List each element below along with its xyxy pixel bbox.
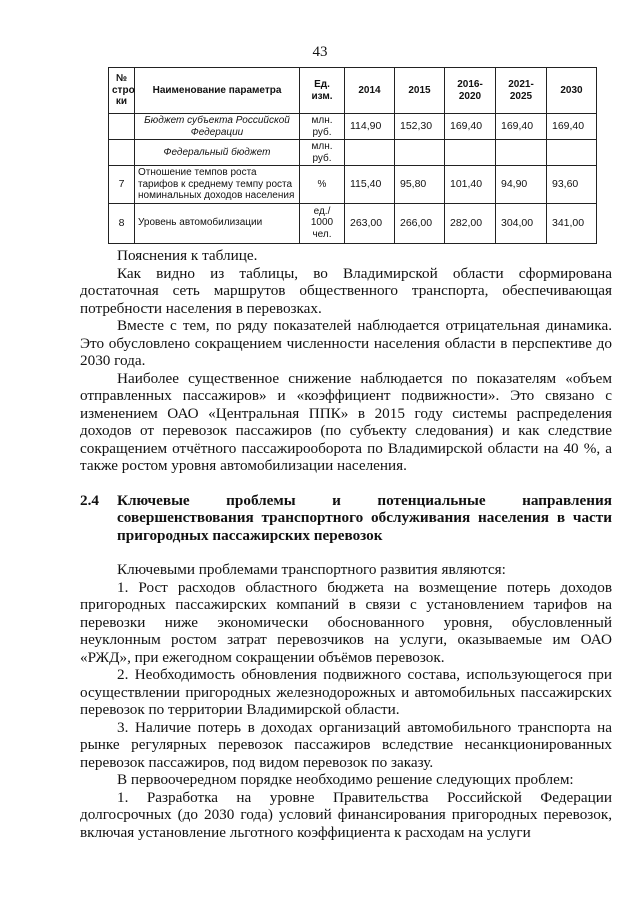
row-unit: млн. руб. <box>300 140 345 166</box>
header-parameter-name: Наименование параметра <box>135 68 300 114</box>
paragraph: Наиболее существенное снижение наблюдается по показателям «объем отправленных пассажиров» и «коэффициент подвижности». Это связано с изменением ОАО «Центральная ППК» в 2015 году системы распределения доходов от перевозок пассажиров (по субъекту следования) и как следствие сокращением отчётного пассажирооборота по Владимирской области на 40 %, а также ростом уровня автомобилизации населения. <box>80 369 612 474</box>
paragraph: Как видно из таблицы, во Владимирской области сформирована достаточная сеть маршрутов общественного транспорта, обеспечивающая потребности населения в перевозках. <box>80 264 612 317</box>
paragraph-table-notes: Пояснения к таблице. <box>117 247 258 264</box>
list-item: 3. Наличие потерь в доходах организаций автомобильного транспорта на рынке регулярных перевозок пассажиров вследствие несанкционированных перевозок пассажиров, под видом перевозок по заказу. <box>80 718 612 771</box>
table-row <box>109 166 597 204</box>
row-value: 169,40 <box>547 114 597 140</box>
row-unit: ед./ 1000 чел. <box>300 203 345 243</box>
row-value: 169,40 <box>496 114 547 140</box>
row-number <box>109 140 135 166</box>
table-row <box>109 140 597 166</box>
header-2016-2020: 2016-2020 <box>445 68 496 114</box>
page-number: 43 <box>312 44 328 60</box>
row-value <box>445 140 496 166</box>
row-number <box>109 114 135 140</box>
row-value: 169,40 <box>445 114 496 140</box>
body-text <box>80 247 612 841</box>
row-parameter-name: Бюджет субъекта Российской Федерации <box>135 114 300 140</box>
list-item: 1. Рост расходов областного бюджета на возмещение потерь доходов пригородных пассажирских компаний в связи с установлением тарифов на перевозки ниже экономически обоснованного уровня, обусловленный неуклонным ростом затрат перевозчиков на услуги, оказываемые им ОАО «РЖД», при ежегодном сокращении объёмов перевозок. <box>80 578 612 666</box>
list-item: 1. Разработка на уровне Правительства Российской Федерации долгосрочных (до 2030 года) условий финансирования пригородных перевозок, включая установление льготного коэффициента к расходам на услуги <box>80 788 612 841</box>
row-value <box>395 140 445 166</box>
header-unit: Ед. изм. <box>300 68 345 114</box>
header-2021-2025: 2021-2025 <box>496 68 547 114</box>
paragraph: Вместе с тем, по ряду показателей наблюдается отрицательная динамика. Это обусловлено сокращением численности населения области в перспективе до 2030 года. <box>80 317 612 369</box>
row-value: 95,80 <box>395 166 445 204</box>
row-unit: % <box>300 166 345 204</box>
paragraph: Ключевыми проблемами транспортного развития являются: <box>117 561 506 578</box>
row-value <box>547 140 597 166</box>
row-value: 152,30 <box>395 114 445 140</box>
row-value: 282,00 <box>445 203 496 243</box>
row-value: 114,90 <box>345 114 395 140</box>
header-2014: 2014 <box>345 68 395 114</box>
table-row <box>109 203 597 243</box>
section-title: Ключевые проблемы и потенциальные направления совершенствования транспортного обслуживания населения в части пригородных пассажирских перевозок <box>117 491 612 544</box>
table-row <box>109 114 597 140</box>
row-number: 8 <box>109 203 135 243</box>
row-value: 263,00 <box>345 203 395 243</box>
row-value: 115,40 <box>345 166 395 204</box>
row-value: 266,00 <box>395 203 445 243</box>
header-row-number: № стро ки <box>109 68 135 114</box>
row-value: 341,00 <box>547 203 597 243</box>
row-value: 94,90 <box>496 166 547 204</box>
section-number: 2.4 <box>80 491 99 509</box>
table-header-row <box>109 68 597 114</box>
row-parameter-name: Федеральный бюджет <box>135 140 300 166</box>
list-item: 2. Необходимость обновления подвижного состава, использующегося при осуществлении пригородных железнодорожных и автомобильных пассажирских перевозок по территории Владимирской области. <box>80 666 612 718</box>
row-parameter-name: Отношение темпов роста тарифов к среднему темпу роста номинальных доходов населения <box>135 166 300 204</box>
row-value: 93,60 <box>547 166 597 204</box>
row-unit: млн. руб. <box>300 114 345 140</box>
row-value: 304,00 <box>496 203 547 243</box>
section-heading <box>80 492 612 545</box>
paragraph: В первоочередном порядке необходимо решение следующих проблем: <box>117 771 574 788</box>
header-2030: 2030 <box>547 68 597 114</box>
parameter-table <box>108 67 597 244</box>
header-2015: 2015 <box>395 68 445 114</box>
row-value <box>496 140 547 166</box>
row-value <box>345 140 395 166</box>
row-parameter-name: Уровень автомобилизации <box>135 203 300 243</box>
row-number: 7 <box>109 166 135 204</box>
row-value: 101,40 <box>445 166 496 204</box>
